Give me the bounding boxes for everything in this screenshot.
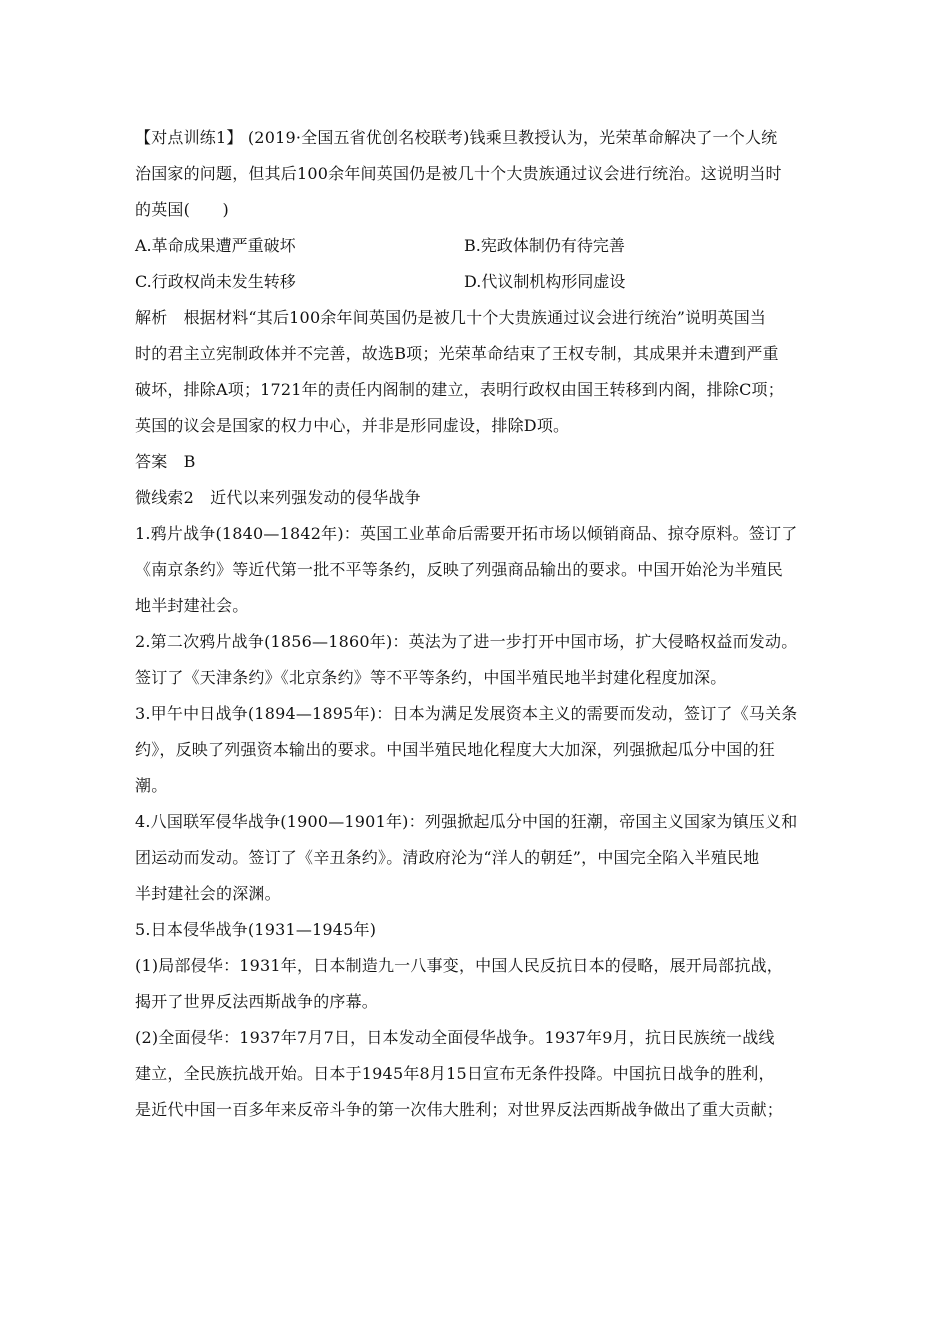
section-line: 是近代中国一百多年来反帝斗争的第一次伟大胜利；对世界反法西斯战争做出了重大贡献； — [135, 1100, 784, 1119]
analysis-line: 破坏，排除A项；1721年的责任内阁制的建立，表明行政权由国王转移到内阁，排除C项； — [135, 380, 784, 399]
options-row — [135, 228, 825, 264]
question-line: 【对点训练1】 (2019·全国五省优创名校联考)钱乘旦教授认为，光荣革命解决了一个人统 — [135, 128, 778, 147]
analysis-line: 解析 根据材料“其后100余年间英国仍是被几十个大贵族通过议会进行统治”说明英国当 — [135, 308, 767, 327]
option-d: D.代议制机构形同虚设 — [464, 272, 626, 291]
section-line: (1)局部侵华：1931年，日本制造九一八事变，中国人民反抗日本的侵略，展开局部抗战， — [135, 956, 783, 975]
section-line: 地半封建社会。 — [135, 596, 249, 615]
section-line: 团运动而发动。签订了《辛丑条约》。清政府沦为“洋人的朝廷”，中国完全陷入半殖民地 — [135, 848, 760, 867]
section-line: 1.鸦片战争(1840—1842年)：英国工业革命后需要开拓市场以倾销商品、掠夺原料。签订了 — [135, 524, 798, 543]
analysis-line: 英国的议会是国家的权力中心，并非是形同虚设，排除D项。 — [135, 416, 570, 435]
question-line: 的英国( ) — [135, 200, 229, 219]
section-line: 约》，反映了列强资本输出的要求。中国半殖民地化程度大大加深，列强掀起瓜分中国的狂 — [135, 740, 776, 759]
option-c: C.行政权尚未发生转移 — [135, 272, 296, 291]
section-line: 签订了《天津条约》《北京条约》等不平等条约，中国半殖民地半封建化程度加深。 — [135, 668, 727, 687]
options-row — [135, 264, 825, 300]
question-line: 治国家的问题，但其后100余年间英国仍是被几十个大贵族通过议会进行统治。这说明当时 — [135, 164, 782, 183]
option-b: B.宪政体制仍有待完善 — [464, 236, 625, 255]
section-line: 3.甲午中日战争(1894—1895年)：日本为满足发展资本主义的需要而发动，签订了《马关条 — [135, 704, 798, 723]
option-a: A.革命成果遭严重破坏 — [135, 236, 296, 255]
section-line: 2.第二次鸦片战争(1856—1860年)：英法为了进一步打开中国市场，扩大侵略权益而发动。 — [135, 632, 798, 651]
section-line: 5.日本侵华战争(1931—1945年) — [135, 920, 377, 939]
document-page — [135, 120, 825, 1128]
section-line: 4.八国联军侵华战争(1900—1901年)：列强掀起瓜分中国的狂潮，帝国主义国家为镇压义和 — [135, 812, 798, 831]
analysis-line: 时的君主立宪制政体并不完善，故选B项；光荣革命结束了王权专制，其成果并未遭到严重 — [135, 344, 779, 363]
section-line: 《南京条约》等近代第一批不平等条约，反映了列强商品输出的要求。中国开始沦为半殖民 — [135, 560, 784, 579]
answer-line: 答案 B — [135, 452, 196, 471]
section-line: 半封建社会的深渊。 — [135, 884, 281, 903]
section-line: 建立，全民族抗战开始。日本于1945年8月15日宣布无条件投降。中国抗日战争的胜利， — [135, 1064, 775, 1083]
section-line: 潮。 — [135, 776, 168, 795]
section-line: (2)全面侵华：1937年7月7日，日本发动全面侵华战争。1937年9月，抗日民族统一战线 — [135, 1028, 775, 1047]
section-line: 揭开了世界反法西斯战争的序幕。 — [135, 992, 379, 1011]
section-title: 微线索2 近代以来列强发动的侵华战争 — [135, 488, 421, 507]
